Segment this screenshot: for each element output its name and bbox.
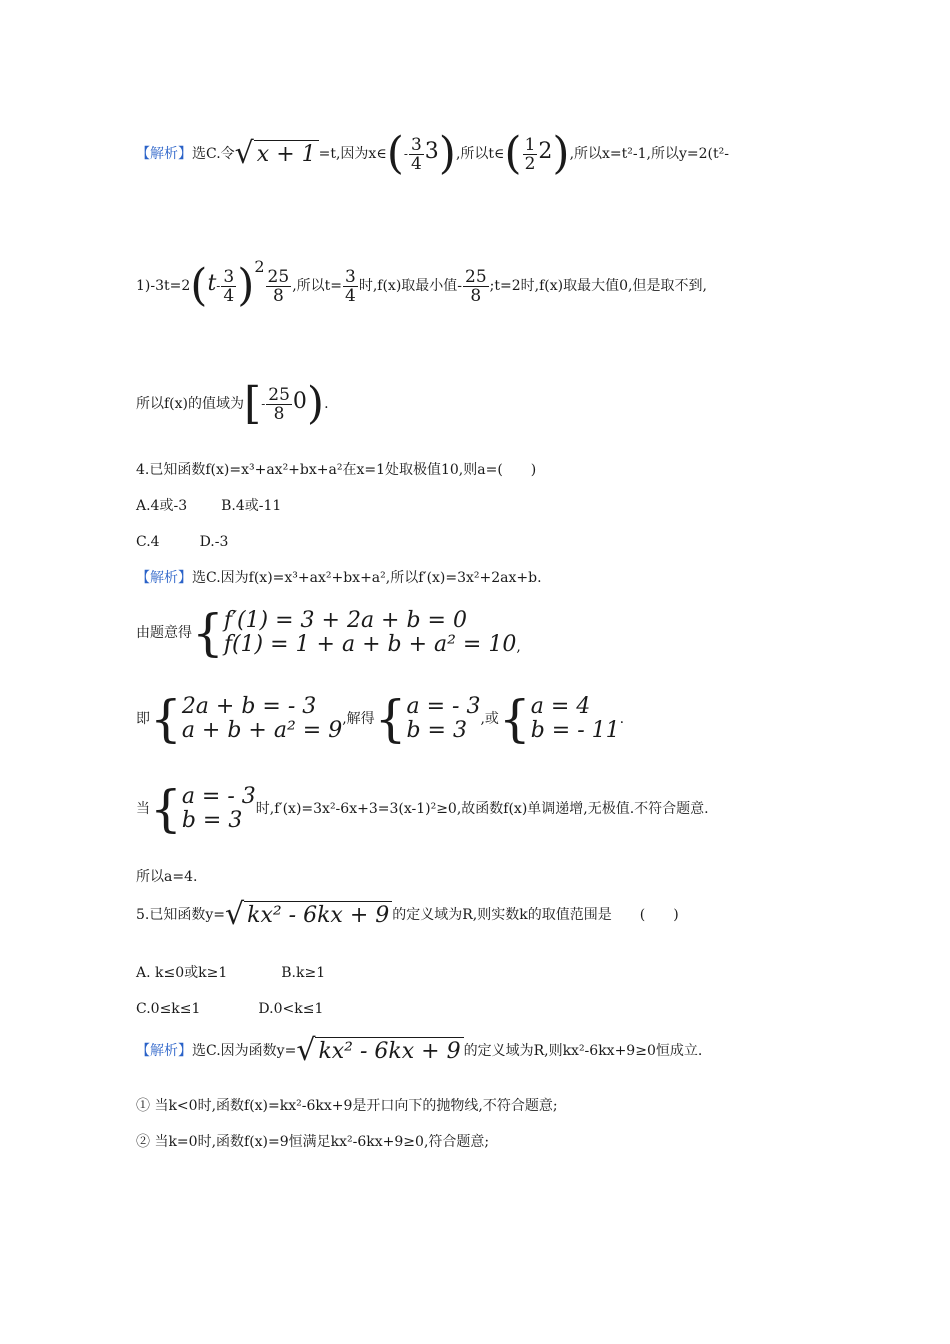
q5-options-cd — [136, 1000, 323, 1018]
text: 选C.令 — [192, 146, 235, 162]
text: ,解得 — [342, 711, 375, 727]
q4-sol1 — [136, 569, 542, 587]
solution-p3 — [136, 378, 329, 429]
equation: f′(1) = 3 + 2a + b = 0 — [223, 608, 467, 633]
left-brace: { — [374, 690, 407, 748]
text: 选C.因为函数y= — [192, 1043, 297, 1059]
var-t: t — [207, 271, 217, 296]
equation: b = 3 — [181, 808, 243, 833]
denominator: 8 — [272, 285, 284, 306]
q4-stem: 4.已知函数f(x)=x³+ax²+bx+a²在x=1处取极值10,则a=( ) — [136, 462, 537, 478]
exponent: 2 — [254, 257, 265, 276]
equation: b = 3 — [406, 718, 467, 743]
q5-case1: ① 当k<0时,函数f(x)=kx²-6kx+9是开口向下的抛物线,不符合题意; — [136, 1098, 558, 1114]
text: 的定义域为R,则实数k的取值范围是 ( ) — [392, 907, 679, 923]
text: 时,f′(x)=3x²-6x+3=3(x-1)²≥0,故函数f(x)单调递增,无极值.不符合题意. — [255, 801, 709, 817]
fraction — [343, 268, 358, 305]
denominator: 2 — [524, 153, 536, 174]
sqrt-expr: √ kx² - 6kx + 9 — [225, 900, 392, 930]
q5-option-a: A. k≤0或k≥1 — [136, 965, 228, 981]
sqrt-content: x + 1 — [254, 140, 319, 169]
interval-end: 2 — [538, 139, 553, 164]
numerator: 25 — [267, 266, 290, 287]
equation-system — [182, 785, 256, 833]
q4-option-a: A.4或-3 — [136, 498, 188, 514]
solution-tag: 【解析】 — [136, 146, 192, 162]
text: 当 — [136, 801, 150, 817]
interval-end: 0 — [292, 389, 307, 414]
solution-tag: 【解析】 — [136, 1043, 192, 1059]
fraction — [409, 136, 424, 173]
q4-sol2: 由题意得{ f′(1) = 3 + 2a + b = 0 f(1) = 1 + a + b + a² = 10 , — [136, 604, 521, 662]
equation-system — [224, 609, 517, 657]
left-brace: { — [150, 690, 182, 748]
neg-sign: - — [261, 397, 266, 411]
interval-end: 3 — [424, 139, 439, 164]
equation: f(1) = 1 + a + b + a² = 10 — [223, 632, 517, 657]
equation: a = - 3 — [406, 694, 481, 719]
text: 选C.因为f(x)=x³+ax²+bx+a²,所以f′(x)=3x²+2ax+b. — [192, 570, 542, 586]
q4-option-d: D.-3 — [199, 534, 229, 550]
denominator: 8 — [273, 403, 285, 424]
denominator: 8 — [470, 285, 482, 306]
minus-sign: - — [216, 279, 221, 293]
left-brace: { — [498, 690, 531, 748]
text: ,所以t= — [292, 278, 342, 294]
q5-sol1 — [136, 1033, 703, 1068]
sqrt-expr: √ x + 1 — [235, 139, 319, 169]
text: ,所以t∈ — [455, 146, 505, 162]
equation: a = 4 — [530, 694, 591, 719]
q4-sol5: 所以a=4. — [136, 869, 198, 885]
numerator: 25 — [465, 266, 487, 287]
q4-options-cd — [136, 533, 228, 551]
q5-option-c: C.0≤k≤1 — [136, 1001, 201, 1017]
q4-sol4 — [136, 780, 709, 838]
open-paren: ( — [386, 128, 404, 179]
left-brace: { — [192, 604, 224, 662]
numerator: 25 — [268, 384, 290, 405]
equation: b = - 11 — [530, 718, 620, 743]
open-paren: ( — [504, 128, 522, 179]
close-paren: ) — [306, 378, 325, 429]
equation: 2a + b = - 3 — [181, 694, 317, 719]
text: =t,因为x∈ — [318, 146, 387, 162]
text: ,所以x=t²-1,所以y=2(t²- — [569, 146, 729, 162]
period: . — [324, 396, 329, 412]
equation-system — [531, 695, 620, 743]
text: 所以f(x)的值域为 — [136, 396, 245, 412]
numerator: 3 — [410, 134, 422, 155]
solution-tag: 【解析】 — [136, 570, 192, 586]
denominator: 4 — [223, 285, 235, 306]
fraction — [523, 136, 538, 173]
q5-stem — [136, 897, 679, 932]
left-brace: { — [150, 780, 182, 838]
text: ;t=2时,f(x)取最大值0,但是取不到, — [489, 278, 707, 294]
sqrt-content: kx² - 6kx + 9 — [244, 901, 392, 930]
sqrt-expr: √ kx² - 6kx + 9 — [296, 1036, 463, 1066]
denominator: 4 — [345, 285, 356, 306]
q5-option-d: D.0<k≤1 — [258, 1001, 324, 1017]
numerator: 3 — [345, 266, 356, 287]
q5-option-b: B.k≥1 — [281, 965, 326, 981]
q5-options-ab — [136, 964, 325, 982]
open-paren: ( — [190, 260, 208, 311]
numerator: 3 — [223, 266, 235, 287]
text: 5.已知函数y= — [136, 907, 225, 923]
q4-options-ab — [136, 497, 281, 515]
q4-sol3: 即{ 2a + b = - 3 a + b + a² = 9 ,解得{ a = - 3 b = 3 ,或{ a = 4 b = - 11 . — [136, 690, 625, 748]
close-paren: ) — [552, 128, 570, 179]
text: ,或 — [480, 711, 499, 727]
equation: a = - 3 — [181, 784, 256, 809]
denominator: 4 — [410, 153, 422, 174]
solution-p1 — [136, 128, 729, 179]
sqrt-content: kx² - 6kx + 9 — [315, 1037, 463, 1066]
equation: a + b + a² = 9 — [181, 718, 343, 743]
q4-option-b: B.4或-11 — [221, 498, 282, 514]
text: 1)-3t=2 — [136, 278, 191, 294]
fraction — [463, 268, 489, 305]
text: 即 — [136, 711, 150, 727]
open-bracket: [ — [244, 378, 262, 429]
solution-p2 — [136, 257, 707, 311]
numerator: 1 — [524, 134, 536, 155]
text: 的定义域为R,则kx²-6kx+9≥0恒成立. — [463, 1043, 703, 1059]
equation-system — [182, 695, 342, 743]
equation-system — [406, 695, 480, 743]
fraction — [266, 268, 292, 305]
text: 时,f(x)取最小值- — [358, 278, 463, 294]
fraction — [221, 268, 236, 305]
fraction — [266, 386, 292, 423]
q5-case2: ② 当k=0时,函数f(x)=9恒满足kx²-6kx+9≥0,符合题意; — [136, 1134, 490, 1150]
q4-option-c: C.4 — [136, 534, 160, 550]
close-paren: ) — [438, 128, 456, 179]
neg-sign: - — [403, 147, 408, 161]
text: 由题意得 — [136, 625, 192, 641]
close-paren: ) — [237, 260, 255, 311]
